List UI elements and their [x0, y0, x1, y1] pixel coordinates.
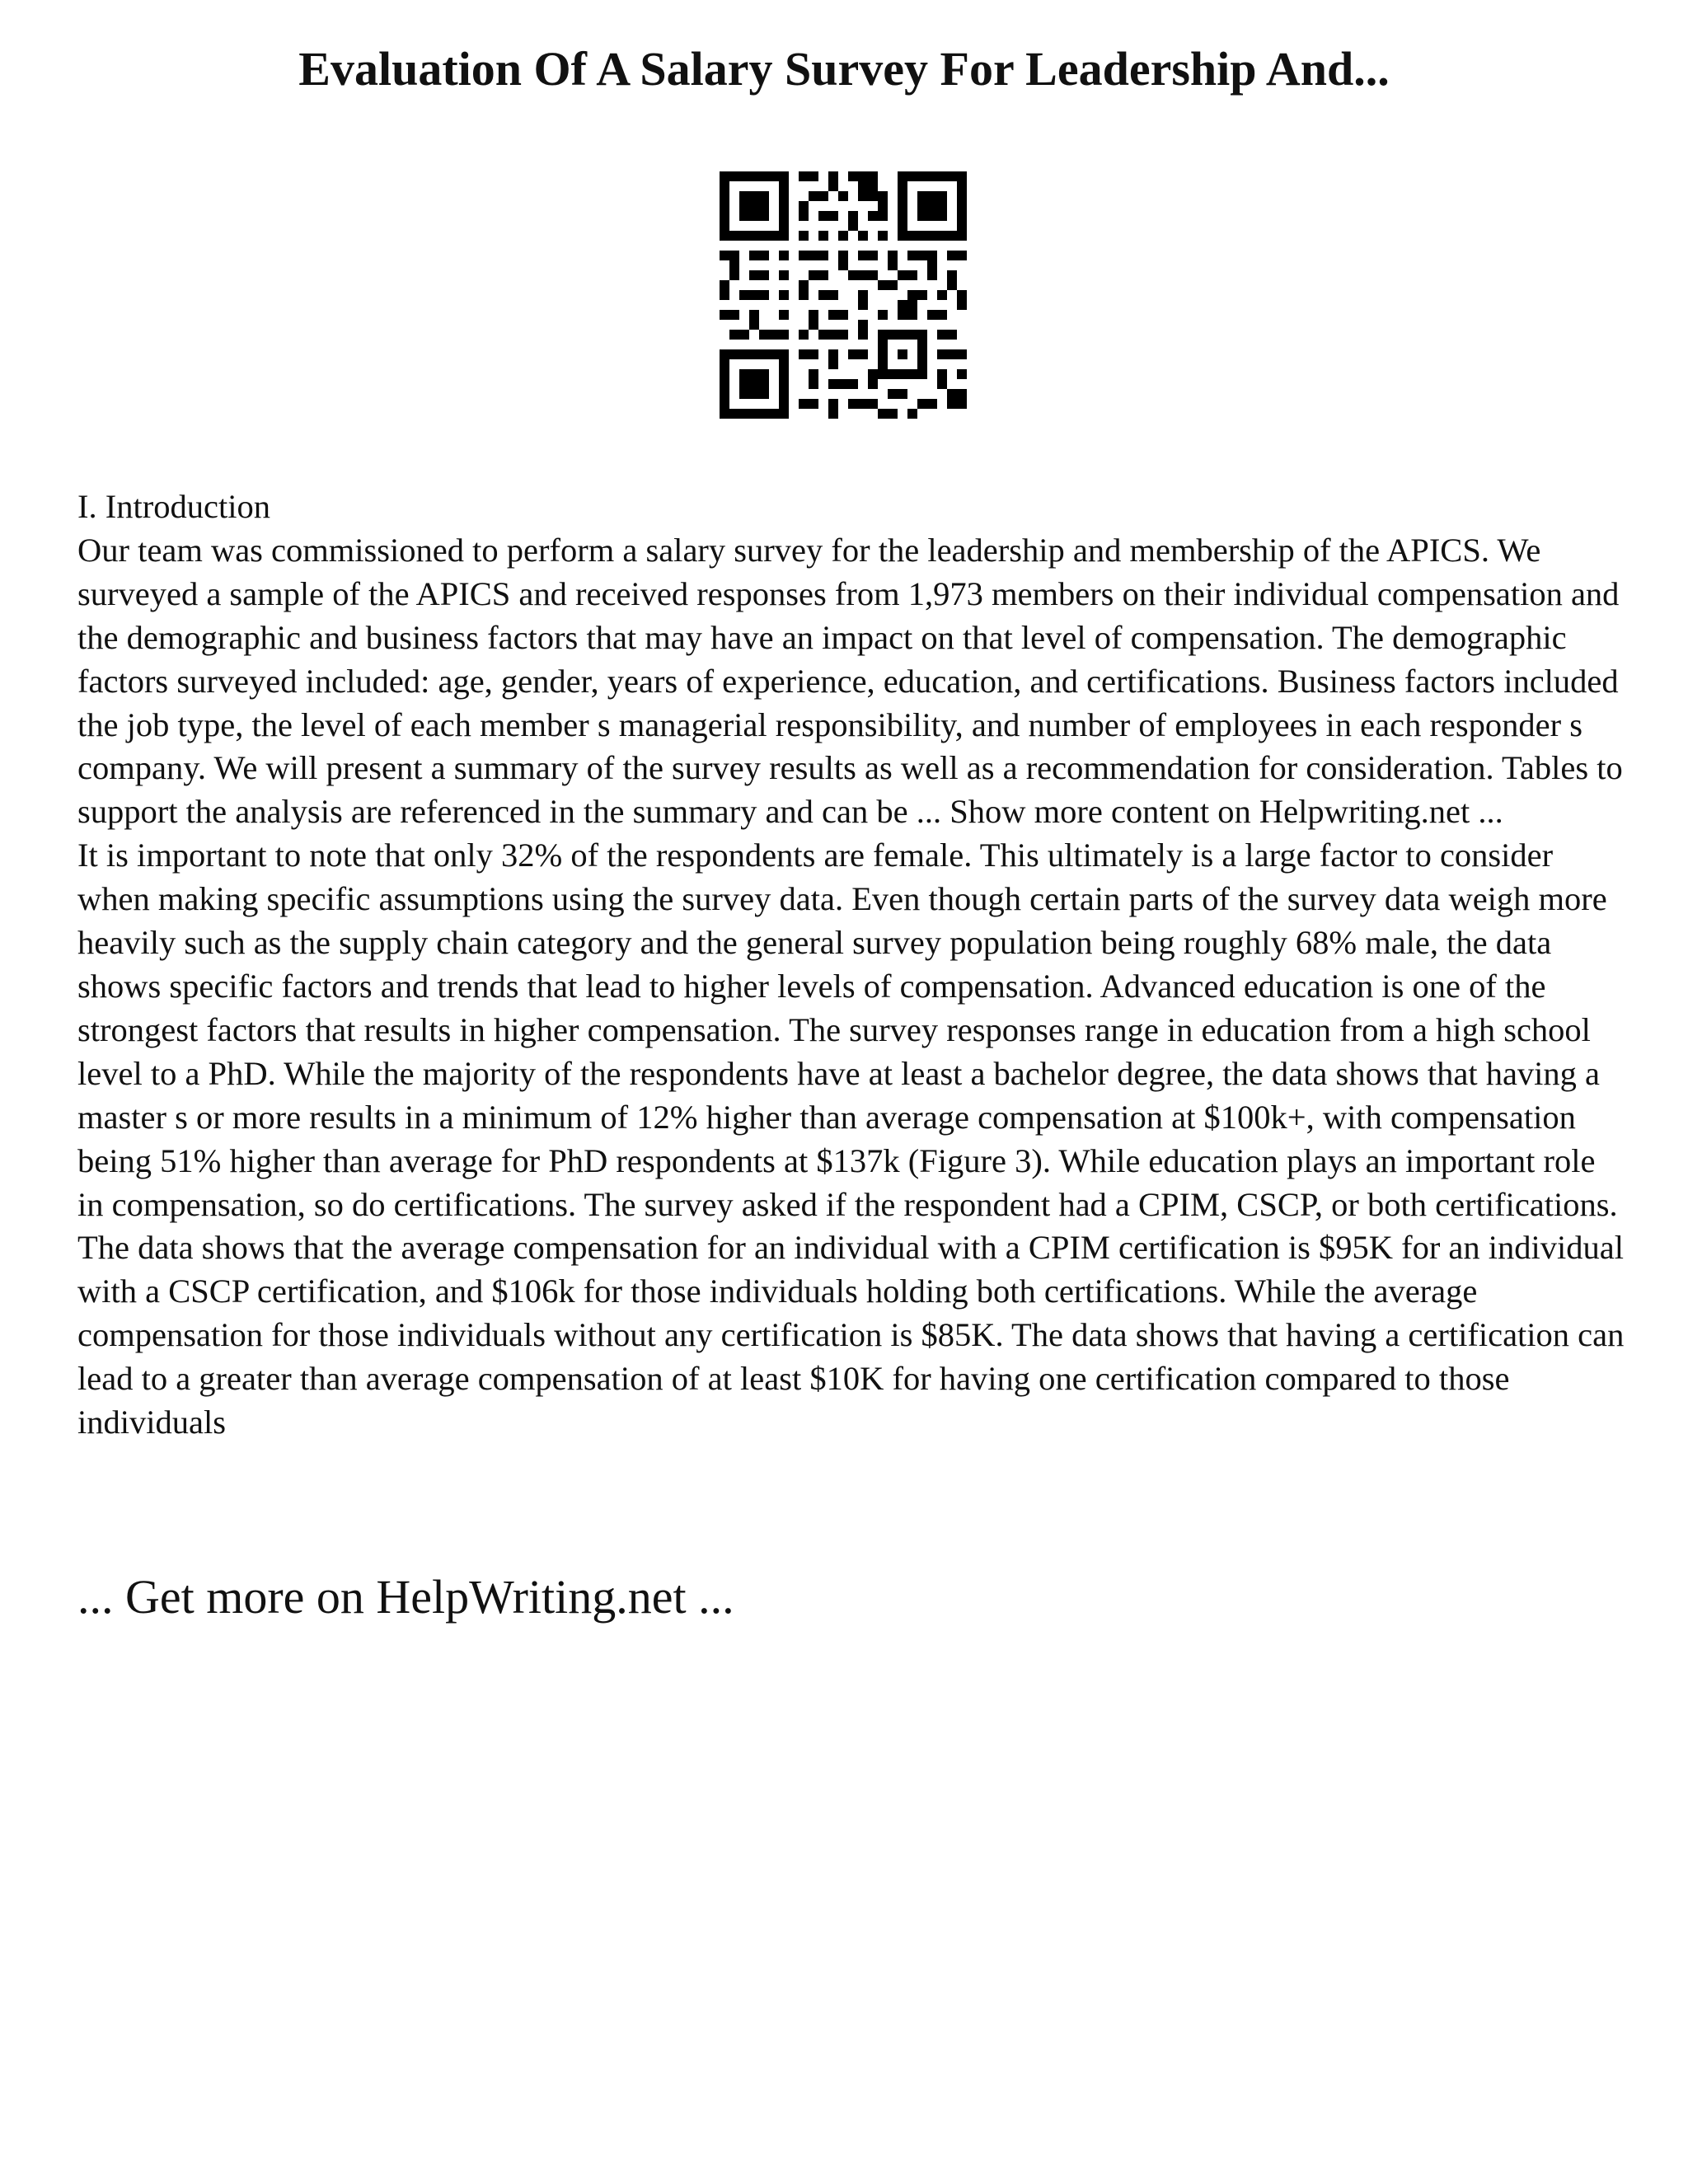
section-heading: I. Introduction — [77, 488, 270, 525]
get-more-link[interactable]: ... Get more on HelpWriting.net ... — [77, 1570, 734, 1624]
paragraph-introduction: Our team was commissioned to perform a salary survey for the leadership and membership of the APICS. We surveyed a sample of the APICS and received responses from 1,973 members on their individual compensation and the demographic and business factors that may have an impact on that level of compensation. The demographic factors surveyed included: age, gender, years of experience, education, and certifications. Business factors included the job type, the level of each member s managerial responsibility, and number of employees in each responder s company. We will present a summary of the survey results as well as a recommendation for consideration. Tables to support the analysis are referenced in the summary and can be ... Show more content on Helpwriting.net ... — [77, 531, 1623, 831]
document-body — [77, 485, 1627, 1445]
qr-code-icon — [720, 171, 967, 419]
document-title: Evaluation Of A Salary Survey For Leadership And... — [298, 42, 1390, 96]
paragraph-findings: It is important to note that only 32% of the respondents are female. This ultimately is a large factor to consider when making specific assumptions using the survey data. Even though certain parts of the survey data weigh more heavily such as the supply chain category and the general survey population being roughly 68% male, the data shows specific factors and trends that lead to higher levels of compensation. Advanced education is one of the strongest factors that results in higher compensation. The survey responses range in education from a high school level to a PhD. While the majority of the respondents have at least a bachelor degree, the data shows that having a master s or more results in a minimum of 12% higher than average compensation at $100k+, with compensation being 51% higher than average for PhD respondents at $137k (Figure 3). While education plays an important role in compensation, so do certifications. The survey asked if the respondent had a CPIM, CSCP, or both certifications. The data shows that the average compensation for an individual with a CPIM certification is $95K for an individual with a CSCP certification, and $106k for those individuals holding both certifications. While the average compensation for those individuals without any certification is $85K. The data shows that having a certification can lead to a greater than average compensation of at least $10K for having one certification compared to those individuals — [77, 837, 1625, 1441]
